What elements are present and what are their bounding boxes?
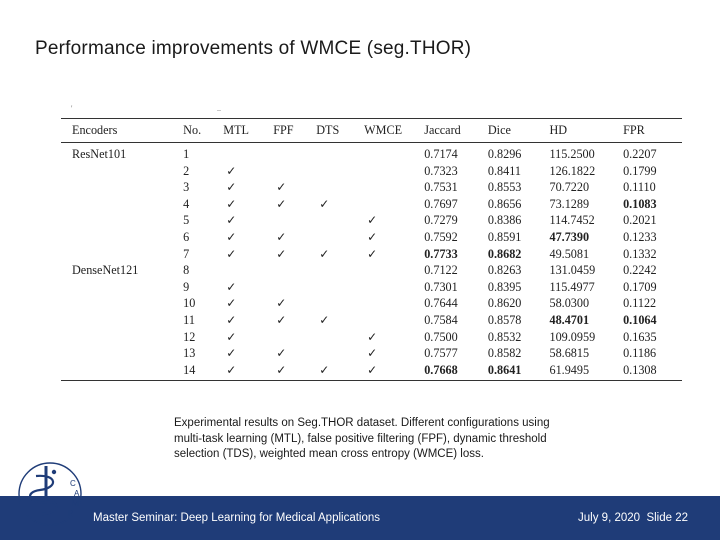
cell-fpf: ✓: [276, 246, 287, 261]
cell-fpr: 0.1635: [623, 329, 657, 344]
table-row: [61, 179, 682, 196]
logo-letter-a: A: [74, 489, 80, 498]
cell-dts: [316, 329, 364, 346]
cell-jaccard: 0.7174: [424, 147, 458, 161]
cell-jaccard: 0.7500: [424, 329, 458, 344]
cell-mtl: ✓: [226, 246, 237, 261]
cell-hd: 114.7452: [549, 213, 595, 228]
cell-dts: [316, 143, 364, 163]
cell-jaccard: 0.7644: [424, 296, 458, 311]
cell-encoder: [61, 229, 183, 246]
cell-dts: ✓: [319, 246, 330, 261]
cell-no: 6: [183, 229, 190, 244]
table-row: [61, 246, 682, 263]
header-dts: DTS: [316, 119, 364, 143]
cell-dice: 0.8620: [487, 296, 522, 311]
header-hd: HD: [549, 119, 623, 143]
cell-wmce: ✓: [367, 213, 378, 228]
cell-wmce: [364, 262, 424, 279]
cell-wmce: [364, 163, 424, 180]
cell-dts: [316, 163, 364, 180]
cell-jaccard: 0.7323: [424, 163, 458, 178]
header-dice: Dice: [488, 119, 550, 143]
cell-no: 13: [183, 346, 196, 361]
cell-fpf: ✓: [276, 229, 287, 244]
cell-jaccard: 0.7733: [424, 246, 458, 261]
cell-dts: [316, 179, 364, 196]
results-table: [61, 118, 682, 381]
cell-fpr: 0.1064: [623, 312, 657, 327]
cell-hd: 48.4701: [549, 312, 590, 327]
cell-wmce: [364, 279, 424, 296]
cell-hd: 131.0459: [549, 263, 596, 278]
cell-wmce: [364, 143, 424, 163]
cell-dts: [316, 262, 364, 279]
cell-no: 3: [183, 180, 190, 195]
logo-letter-p: P: [68, 509, 74, 518]
cell-dice: 0.8296: [487, 147, 522, 161]
cell-no: 12: [183, 329, 196, 344]
cell-mtl: [223, 143, 273, 163]
cell-fpf: ✓: [276, 346, 287, 361]
logo-letter-c: C: [70, 479, 76, 488]
results-table-body: [61, 143, 682, 381]
table-row: [61, 163, 682, 180]
cell-dice: 0.8656: [487, 196, 522, 211]
cell-jaccard: 0.7122: [424, 263, 458, 278]
cell-wmce: [364, 196, 424, 213]
cell-fpr: 0.1083: [623, 196, 657, 211]
cell-no: 2: [183, 163, 190, 178]
cell-fpr: 0.1110: [623, 180, 656, 195]
cell-no: 1: [183, 147, 190, 161]
cell-fpf: [273, 329, 316, 346]
cell-encoder: [61, 179, 183, 196]
cell-dts: [316, 279, 364, 296]
cell-fpf: [273, 143, 316, 163]
table-row: [61, 279, 682, 296]
cell-wmce: [364, 179, 424, 196]
cell-fpr: 0.2207: [623, 147, 657, 161]
cell-no: 10: [183, 296, 196, 311]
table-row: [61, 262, 682, 279]
cell-jaccard: 0.7668: [424, 362, 488, 381]
cell-mtl: ✓: [226, 346, 237, 361]
cell-no: 9: [183, 279, 190, 294]
table-row: [61, 143, 682, 163]
cell-jaccard: 0.7577: [424, 346, 458, 361]
cell-mtl: ✓: [226, 296, 237, 311]
table-row: [61, 329, 682, 346]
table-caption: Experimental results on Seg.THOR dataset. Different configurations using multi-task learning (MTL), false positive filtering (FPF), dynamic threshold selection (TDS), weighted mean cross entropy (WMCE) loss.: [174, 417, 550, 460]
cell-hd: 70.7220: [549, 180, 590, 195]
cell-fpr: 0.2242: [623, 263, 657, 278]
cell-encoder: [61, 329, 183, 346]
cell-no: 8: [183, 263, 190, 278]
cell-dice: 0.8641: [488, 362, 550, 381]
cell-hd: 126.1822: [549, 163, 596, 178]
cell-wmce: ✓: [367, 229, 378, 244]
cell-no: 5: [183, 213, 190, 228]
camp-logo: [14, 456, 86, 532]
cell-mtl: ✓: [226, 329, 237, 344]
footer-bar: [0, 496, 720, 540]
cell-encoder: DenseNet121: [72, 263, 139, 278]
cell-wmce: [364, 312, 424, 329]
cell-mtl: ✓: [226, 279, 237, 294]
cell-dice: 0.8582: [487, 346, 522, 361]
cell-wmce: [364, 295, 424, 312]
cell-encoder: ResNet101: [72, 147, 127, 161]
cell-no: 4: [183, 196, 190, 211]
cell-dice: 0.8578: [487, 312, 522, 327]
header-fpf: FPF: [273, 119, 316, 143]
cell-fpf: [273, 163, 316, 180]
cell-dts: ✓: [319, 312, 330, 327]
cell-jaccard: 0.7592: [424, 229, 458, 244]
cell-hd: 115.4977: [549, 279, 595, 294]
cell-encoder: [61, 345, 183, 362]
header-encoders: Encoders: [61, 119, 183, 143]
cell-encoder: [61, 295, 183, 312]
header-mtl: MTL: [223, 119, 273, 143]
cell-hd: 73.1289: [549, 196, 590, 211]
cell-no: 11: [183, 312, 195, 327]
cell-jaccard: 0.7584: [424, 312, 458, 327]
cell-fpf: [273, 212, 316, 229]
cell-dice: 0.8553: [487, 180, 522, 195]
cell-fpf: [273, 279, 316, 296]
header-fpr: FPR: [623, 119, 682, 143]
logo-letter-m: M: [72, 499, 79, 508]
cell-dts: [316, 212, 364, 229]
cell-jaccard: 0.7301: [424, 279, 458, 294]
cell-mtl: ✓: [226, 213, 237, 228]
cell-mtl: ✓: [226, 196, 237, 211]
cell-dice: 0.8682: [487, 246, 522, 261]
cell-encoder: [61, 246, 183, 263]
table-row: [61, 212, 682, 229]
cell-encoder: [61, 163, 183, 180]
footer-date: July 9, 2020: [578, 512, 641, 524]
cell-mtl: ✓: [226, 180, 237, 195]
table-row: [61, 196, 682, 213]
cell-encoder: [61, 312, 183, 329]
cell-mtl: ✓: [226, 163, 237, 178]
cell-encoder: [61, 196, 183, 213]
table-row: [61, 345, 682, 362]
cell-dts: ✓: [319, 196, 330, 211]
table-row: [61, 295, 682, 312]
cell-jaccard: 0.7279: [424, 213, 458, 228]
cell-jaccard: 0.7697: [424, 196, 458, 211]
cell-mtl: ✓: [226, 312, 237, 327]
cell-dice: 0.8591: [487, 229, 522, 244]
cell-encoder: [61, 212, 183, 229]
cell-wmce: ✓: [367, 346, 378, 361]
table-header-row: [61, 119, 682, 143]
cell-fpf: ✓: [276, 312, 287, 327]
cell-dts: [316, 295, 364, 312]
cell-wmce: ✓: [364, 362, 424, 381]
cell-fpr: 0.2021: [623, 213, 657, 228]
cell-fpf: ✓: [276, 196, 287, 211]
cell-encoder: [61, 362, 183, 381]
cell-dts: ✓: [316, 362, 364, 381]
cell-fpr: 0.1122: [623, 296, 657, 311]
header-wmce: WMCE: [364, 119, 424, 143]
cell-fpr: 0.1799: [623, 163, 657, 178]
footer-date-slide: [578, 512, 688, 524]
header-jaccard: Jaccard: [424, 119, 488, 143]
cell-mtl: [223, 262, 273, 279]
cell-fpr: 0.1709: [623, 279, 657, 294]
cell-hd: 58.0300: [549, 296, 590, 311]
cell-fpf: ✓: [273, 362, 316, 381]
cell-fpr: 0.1233: [623, 229, 657, 244]
cell-hd: 58.6815: [549, 346, 590, 361]
cell-fpr: 0.1308: [623, 362, 682, 381]
footer-seminar-title: Master Seminar: Deep Learning for Medical Applications: [93, 512, 381, 524]
cell-wmce: ✓: [367, 246, 378, 261]
header-no: No.: [183, 119, 223, 143]
cell-dts: [316, 345, 364, 362]
cell-hd: 47.7390: [549, 229, 590, 244]
cell-no: 14: [183, 362, 223, 381]
table-row: [61, 362, 682, 381]
cell-fpf: ✓: [276, 296, 287, 311]
cell-hd: 49.5081: [549, 246, 590, 261]
cell-fpr: 0.1332: [623, 246, 657, 261]
cell-dice: 0.8411: [487, 163, 521, 178]
cell-dice: 0.8395: [487, 279, 522, 294]
cell-wmce: ✓: [367, 329, 378, 344]
cell-mtl: ✓: [223, 362, 273, 381]
table-row: [61, 312, 682, 329]
cell-fpr: 0.1186: [623, 346, 657, 361]
footer-slide-number: Slide 22: [646, 512, 688, 524]
cell-hd: 115.2500: [549, 147, 595, 161]
cell-encoder: [61, 279, 183, 296]
cell-dts: [316, 229, 364, 246]
scan-marks: ' ..: [71, 104, 221, 113]
results-table-container: [61, 104, 682, 381]
cell-jaccard: 0.7531: [424, 180, 458, 195]
table-row: [61, 229, 682, 246]
cell-fpf: [273, 262, 316, 279]
slide-title: Performance improvements of WMCE (seg.THOR): [35, 38, 472, 59]
cell-dice: 0.8532: [487, 329, 522, 344]
cell-fpf: ✓: [276, 180, 287, 195]
cell-hd: 61.9495: [549, 362, 623, 381]
cell-hd: 109.0959: [549, 329, 596, 344]
cell-no: 7: [183, 246, 190, 261]
cell-mtl: ✓: [226, 229, 237, 244]
cell-dice: 0.8263: [487, 263, 522, 278]
cell-dice: 0.8386: [487, 213, 522, 228]
